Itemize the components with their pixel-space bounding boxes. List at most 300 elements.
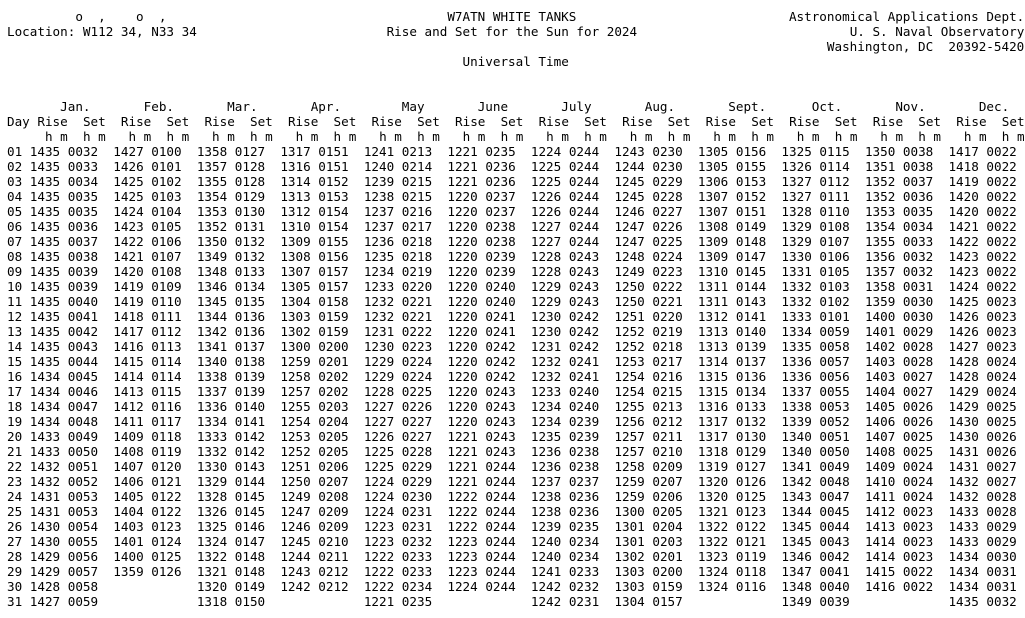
month-header: June bbox=[477, 99, 509, 114]
rise-set-cell: 1406 0026 bbox=[864, 414, 934, 429]
rise-set-cell: 1349 0039 bbox=[781, 594, 850, 609]
month-header: May bbox=[401, 99, 425, 114]
rise-set-cell: 1427 0100 bbox=[113, 144, 182, 159]
rise-set-cell: 1327 0112 bbox=[781, 174, 850, 189]
rise-set-cell: 1345 0044 bbox=[781, 519, 850, 534]
month-header: Sept. bbox=[728, 99, 767, 114]
rise-set-cell: 1234 0239 bbox=[530, 414, 600, 429]
rise-set-cell: 1220 0240 bbox=[447, 279, 516, 294]
rise-set-cell: 1420 0022 bbox=[948, 189, 1017, 204]
rise-set-cell: 1419 0110 bbox=[113, 294, 182, 309]
rise-set-cell: 1230 0223 bbox=[363, 339, 433, 354]
rise-set-cell: 1236 0238 bbox=[530, 459, 600, 474]
rise-set-cell: 1303 0159 bbox=[614, 579, 683, 594]
hour-minute-label: h m bbox=[82, 129, 106, 144]
rise-set-cell: 1220 0241 bbox=[447, 324, 516, 339]
set-column-header: Set bbox=[918, 114, 942, 129]
rise-set-cell: 1400 0125 bbox=[113, 549, 182, 564]
set-column-header: Set bbox=[333, 114, 357, 129]
rise-set-cell: 1234 0219 bbox=[363, 264, 433, 279]
rise-set-cell: 1435 0039 bbox=[29, 279, 99, 294]
day-number: 04 bbox=[7, 189, 23, 204]
rise-set-cell: 1423 0022 bbox=[948, 249, 1017, 264]
rise-set-cell: 1333 0142 bbox=[196, 429, 266, 444]
rise-set-cell: 1344 0136 bbox=[196, 309, 266, 324]
day-number: 07 bbox=[7, 234, 23, 249]
rise-set-cell: 1401 0029 bbox=[864, 324, 934, 339]
day-number: 11 bbox=[7, 294, 23, 309]
rise-column-header: Rise bbox=[371, 114, 402, 129]
rise-set-cell: 1304 0157 bbox=[614, 594, 683, 609]
day-number: 20 bbox=[7, 429, 23, 444]
set-column-header: Set bbox=[166, 114, 190, 129]
rise-set-cell: 1305 0156 bbox=[697, 144, 767, 159]
rise-set-cell: 1224 0229 bbox=[363, 474, 433, 489]
rise-set-cell: 1240 0234 bbox=[530, 534, 600, 549]
rise-set-cell: 1358 0127 bbox=[196, 144, 266, 159]
rise-set-cell: 1226 0244 bbox=[530, 189, 600, 204]
rise-set-cell: 1239 0215 bbox=[363, 174, 433, 189]
hour-minute-label: h m bbox=[500, 129, 524, 144]
rise-set-cell: 1338 0053 bbox=[781, 399, 850, 414]
rise-set-cell: 1425 0023 bbox=[948, 294, 1017, 309]
rise-set-cell: 1434 0047 bbox=[29, 399, 99, 414]
rise-set-cell: 1401 0124 bbox=[113, 534, 182, 549]
rise-set-cell: 1224 0230 bbox=[363, 489, 433, 504]
rise-set-cell: 1237 0216 bbox=[363, 204, 433, 219]
rise-set-cell: 1259 0201 bbox=[280, 354, 349, 369]
set-column-header: Set bbox=[751, 114, 774, 129]
rise-set-cell: 1336 0057 bbox=[781, 354, 850, 369]
rise-set-cell: 1352 0131 bbox=[196, 219, 266, 234]
coordinate-marks: o , o , bbox=[7, 9, 167, 24]
rise-set-cell: 1307 0151 bbox=[697, 204, 767, 219]
month-header: Aug. bbox=[644, 99, 676, 114]
rise-set-cell: 1432 0051 bbox=[29, 459, 99, 474]
rise-set-cell: 1432 0028 bbox=[948, 489, 1017, 504]
rise-set-cell: 1334 0141 bbox=[196, 414, 266, 429]
month-header: Mar. bbox=[227, 99, 258, 114]
rise-set-cell: 1304 0158 bbox=[280, 294, 349, 309]
hour-minute-label: h m bbox=[1001, 129, 1025, 144]
rise-set-cell: 1338 0139 bbox=[196, 369, 266, 384]
rise-set-cell: 1228 0243 bbox=[530, 249, 600, 264]
day-number: 22 bbox=[7, 459, 23, 474]
rise-set-cell: 1433 0029 bbox=[948, 534, 1017, 549]
rise-set-cell: 1431 0053 bbox=[29, 489, 99, 504]
month-header: Nov. bbox=[895, 99, 926, 114]
rise-set-cell: 1303 0200 bbox=[614, 564, 683, 579]
rise-set-cell: 1406 0121 bbox=[113, 474, 182, 489]
rise-set-cell: 1220 0242 bbox=[447, 339, 516, 354]
rise-set-cell: 1407 0120 bbox=[113, 459, 182, 474]
rise-set-cell: 1222 0233 bbox=[363, 549, 433, 564]
rise-set-cell: 1329 0107 bbox=[781, 234, 850, 249]
rise-set-cell: 1220 0243 bbox=[447, 414, 516, 429]
rise-set-cell: 1357 0128 bbox=[196, 159, 266, 174]
rise-set-cell: 1333 0101 bbox=[781, 309, 850, 324]
rise-set-cell: 1315 0136 bbox=[697, 369, 767, 384]
rise-set-cell: 1225 0244 bbox=[530, 159, 600, 174]
month-header: Feb. bbox=[143, 99, 175, 114]
rise-set-cell: 1435 0033 bbox=[29, 159, 99, 174]
rise-set-cell: 1229 0224 bbox=[363, 369, 433, 384]
rise-column-header: Rise bbox=[120, 114, 152, 129]
rise-set-cell: 1411 0117 bbox=[113, 414, 182, 429]
rise-set-cell: 1421 0107 bbox=[113, 249, 182, 264]
rise-set-cell: 1222 0234 bbox=[363, 579, 433, 594]
rise-set-cell: 1252 0219 bbox=[614, 324, 683, 339]
rise-set-cell: 1337 0139 bbox=[196, 384, 266, 399]
rise-set-cell: 1302 0201 bbox=[614, 549, 683, 564]
rise-set-cell: 1237 0237 bbox=[530, 474, 600, 489]
rise-set-cell: 1435 0036 bbox=[29, 219, 99, 234]
rise-set-cell: 1221 0235 bbox=[447, 144, 516, 159]
month-header: July bbox=[561, 99, 592, 114]
rise-set-cell: 1309 0155 bbox=[280, 234, 349, 249]
rise-set-cell: 1435 0044 bbox=[29, 354, 99, 369]
rise-set-cell: 1350 0132 bbox=[196, 234, 266, 249]
rise-set-cell: 1357 0032 bbox=[864, 264, 934, 279]
rise-set-cell: 1244 0230 bbox=[614, 159, 683, 174]
rise-set-cell: 1313 0153 bbox=[280, 189, 349, 204]
set-column-header: Set bbox=[82, 114, 106, 129]
rise-set-cell: 1308 0156 bbox=[280, 249, 349, 264]
rise-set-cell: 1313 0139 bbox=[697, 339, 767, 354]
observatory-name: U. S. Naval Observatory bbox=[849, 24, 1025, 39]
rise-set-cell: 1227 0244 bbox=[530, 219, 600, 234]
rise-set-cell: 1319 0127 bbox=[697, 459, 767, 474]
rise-set-cell: 1428 0058 bbox=[29, 579, 99, 594]
hour-minute-label: h m bbox=[250, 129, 273, 144]
hour-minute-label: h m bbox=[751, 129, 774, 144]
rise-set-cell: 1345 0135 bbox=[196, 294, 266, 309]
rise-set-cell: 1405 0026 bbox=[864, 399, 934, 414]
hour-minute-label: h m bbox=[333, 129, 357, 144]
rise-set-cell: 1242 0232 bbox=[530, 579, 600, 594]
rise-set-cell: 1351 0038 bbox=[864, 159, 934, 174]
rise-set-cell: 1239 0235 bbox=[530, 519, 600, 534]
rise-set-cell: 1332 0142 bbox=[196, 444, 266, 459]
rise-set-cell: 1433 0029 bbox=[948, 519, 1017, 534]
rise-set-cell: 1246 0209 bbox=[280, 519, 349, 534]
day-number: 21 bbox=[7, 444, 23, 459]
rise-set-cell: 1252 0205 bbox=[280, 444, 349, 459]
rise-set-cell: 1220 0237 bbox=[447, 189, 516, 204]
rise-set-cell: 1257 0210 bbox=[614, 444, 683, 459]
rise-set-cell: 1336 0056 bbox=[781, 369, 850, 384]
rise-set-cell: 1435 0041 bbox=[29, 309, 99, 324]
rise-set-cell: 1255 0203 bbox=[280, 399, 349, 414]
rise-set-cell: 1337 0055 bbox=[781, 384, 850, 399]
rise-set-cell: 1335 0058 bbox=[781, 339, 850, 354]
rise-set-cell: 1343 0047 bbox=[781, 489, 850, 504]
rise-set-cell: 1432 0052 bbox=[29, 474, 99, 489]
rise-set-cell: 1430 0026 bbox=[948, 429, 1017, 444]
rise-set-cell: 1221 0244 bbox=[447, 459, 516, 474]
rise-set-cell: 1346 0134 bbox=[196, 279, 266, 294]
rise-set-cell: 1429 0056 bbox=[29, 549, 99, 564]
rise-set-cell: 1317 0130 bbox=[697, 429, 767, 444]
rise-set-cell: 1315 0134 bbox=[697, 384, 767, 399]
month-header: Dec. bbox=[978, 99, 1010, 114]
rise-set-cell: 1428 0024 bbox=[948, 369, 1017, 384]
set-column-header: Set bbox=[834, 114, 858, 129]
rise-set-cell: 1409 0118 bbox=[113, 429, 182, 444]
rise-set-cell: 1254 0216 bbox=[614, 369, 683, 384]
rise-column-header: Rise bbox=[622, 114, 653, 129]
rise-set-cell: 1259 0206 bbox=[614, 489, 683, 504]
rise-set-cell: 1346 0042 bbox=[781, 549, 850, 564]
rise-set-cell: 1434 0030 bbox=[948, 549, 1017, 564]
rise-set-cell: 1324 0118 bbox=[697, 564, 767, 579]
rise-set-cell: 1435 0043 bbox=[29, 339, 99, 354]
rise-set-cell: 1403 0123 bbox=[113, 519, 182, 534]
rise-set-cell: 1400 0030 bbox=[864, 309, 934, 324]
rise-set-cell: 1323 0119 bbox=[697, 549, 767, 564]
month-header: Jan. bbox=[60, 99, 91, 114]
rise-set-cell: 1433 0049 bbox=[29, 429, 99, 444]
rise-set-cell: 1242 0212 bbox=[280, 579, 349, 594]
rise-set-cell: 1250 0222 bbox=[614, 279, 683, 294]
rise-set-cell: 1258 0202 bbox=[280, 369, 349, 384]
rise-set-cell: 1238 0236 bbox=[530, 489, 600, 504]
rise-set-cell: 1428 0024 bbox=[948, 354, 1017, 369]
hour-minute-label: h m bbox=[796, 129, 820, 144]
rise-set-cell: 1226 0227 bbox=[363, 429, 433, 444]
rise-set-cell: 1425 0103 bbox=[113, 189, 182, 204]
day-number: 25 bbox=[7, 504, 23, 519]
rise-set-cell: 1423 0022 bbox=[948, 264, 1017, 279]
rise-set-cell: 1231 0242 bbox=[530, 339, 600, 354]
day-number: 10 bbox=[7, 279, 23, 294]
rise-set-cell: 1228 0225 bbox=[363, 384, 433, 399]
rise-set-cell: 1340 0050 bbox=[781, 444, 850, 459]
rise-set-cell: 1230 0242 bbox=[530, 324, 600, 339]
rise-set-cell: 1414 0023 bbox=[864, 549, 934, 564]
rise-set-cell: 1435 0040 bbox=[29, 294, 99, 309]
hour-minute-label: h m bbox=[546, 129, 569, 144]
rise-set-cell: 1434 0045 bbox=[29, 369, 99, 384]
rise-set-cell: 1418 0111 bbox=[113, 309, 182, 324]
rise-set-cell: 1246 0227 bbox=[614, 204, 683, 219]
rise-set-cell: 1353 0035 bbox=[864, 204, 934, 219]
rise-set-cell: 1220 0238 bbox=[447, 234, 516, 249]
rise-set-cell: 1245 0210 bbox=[280, 534, 349, 549]
rise-set-cell: 1305 0157 bbox=[280, 279, 349, 294]
rise-set-cell: 1316 0151 bbox=[280, 159, 349, 174]
rise-set-cell: 1424 0022 bbox=[948, 279, 1017, 294]
rise-set-cell: 1328 0145 bbox=[196, 489, 266, 504]
rise-set-cell: 1325 0146 bbox=[196, 519, 266, 534]
rise-set-cell: 1349 0132 bbox=[196, 249, 266, 264]
rise-set-cell: 1326 0114 bbox=[781, 159, 850, 174]
rise-set-cell: 1418 0022 bbox=[948, 159, 1017, 174]
rise-set-cell: 1221 0236 bbox=[447, 159, 516, 174]
rise-set-cell: 1223 0232 bbox=[363, 534, 433, 549]
rise-set-cell: 1326 0145 bbox=[196, 504, 266, 519]
rise-set-cell: 1355 0128 bbox=[196, 174, 266, 189]
rise-set-cell: 1359 0126 bbox=[113, 564, 182, 579]
rise-set-cell: 1232 0241 bbox=[530, 369, 600, 384]
rise-set-cell: 1334 0059 bbox=[781, 324, 850, 339]
rise-set-cell: 1435 0042 bbox=[29, 324, 99, 339]
rise-set-cell: 1322 0122 bbox=[697, 519, 767, 534]
rise-set-cell: 1435 0037 bbox=[29, 234, 99, 249]
rise-set-cell: 1342 0136 bbox=[196, 324, 266, 339]
rise-set-cell: 1229 0224 bbox=[363, 354, 433, 369]
rise-set-cell: 1232 0241 bbox=[530, 354, 600, 369]
rise-set-cell: 1352 0037 bbox=[864, 174, 934, 189]
rise-set-cell: 1232 0221 bbox=[363, 294, 433, 309]
rise-set-cell: 1424 0104 bbox=[113, 204, 182, 219]
rise-set-cell: 1419 0022 bbox=[948, 174, 1017, 189]
set-column-header: Set bbox=[500, 114, 524, 129]
rise-set-cell: 1329 0108 bbox=[781, 219, 850, 234]
rise-set-cell: 1321 0148 bbox=[196, 564, 266, 579]
day-number: 13 bbox=[7, 324, 23, 339]
rise-set-cell: 1220 0243 bbox=[447, 384, 516, 399]
rise-set-cell: 1320 0125 bbox=[697, 489, 767, 504]
rise-set-cell: 1307 0157 bbox=[280, 264, 349, 279]
rise-column-header: Rise bbox=[956, 114, 987, 129]
month-header: Oct. bbox=[811, 99, 843, 114]
rise-set-cell: 1429 0025 bbox=[948, 399, 1017, 414]
rise-column-header: Rise bbox=[204, 114, 235, 129]
rise-set-cell: 1252 0218 bbox=[614, 339, 683, 354]
rise-set-cell: 1417 0112 bbox=[113, 324, 182, 339]
set-column-header: Set bbox=[417, 114, 440, 129]
rise-set-cell: 1221 0236 bbox=[447, 174, 516, 189]
rise-set-cell: 1310 0145 bbox=[697, 264, 767, 279]
rise-set-cell: 1435 0039 bbox=[29, 264, 99, 279]
rise-column-header: Rise bbox=[538, 114, 569, 129]
hour-minute-label: h m bbox=[880, 129, 904, 144]
rise-set-cell: 1228 0243 bbox=[530, 264, 600, 279]
rise-set-cell: 1256 0212 bbox=[614, 414, 683, 429]
rise-set-cell: 1243 0230 bbox=[614, 144, 683, 159]
rise-set-cell: 1251 0220 bbox=[614, 309, 683, 324]
rise-set-cell: 1426 0101 bbox=[113, 159, 182, 174]
rise-set-cell: 1322 0148 bbox=[196, 549, 266, 564]
rise-set-cell: 1434 0048 bbox=[29, 414, 99, 429]
rise-set-cell: 1308 0149 bbox=[697, 219, 767, 234]
rise-set-cell: 1317 0132 bbox=[697, 414, 767, 429]
month-header: Apr. bbox=[310, 99, 342, 114]
rise-set-cell: 1348 0040 bbox=[781, 579, 850, 594]
rise-set-cell: 1431 0026 bbox=[948, 444, 1017, 459]
rise-column-header: Rise bbox=[455, 114, 486, 129]
rise-set-cell: 1405 0122 bbox=[113, 489, 182, 504]
rise-set-cell: 1353 0130 bbox=[196, 204, 266, 219]
day-number: 08 bbox=[7, 249, 23, 264]
set-column-header: Set bbox=[250, 114, 273, 129]
rise-set-cell: 1325 0115 bbox=[781, 144, 850, 159]
day-number: 01 bbox=[7, 144, 23, 159]
rise-set-cell: 1435 0032 bbox=[948, 594, 1017, 609]
day-number: 02 bbox=[7, 159, 23, 174]
rise-set-cell: 1404 0027 bbox=[864, 384, 934, 399]
rise-set-cell: 1427 0023 bbox=[948, 339, 1017, 354]
rise-set-cell: 1355 0033 bbox=[864, 234, 934, 249]
rise-set-cell: 1413 0115 bbox=[113, 384, 182, 399]
rise-set-cell: 1227 0227 bbox=[363, 414, 433, 429]
day-number: 17 bbox=[7, 384, 23, 399]
rise-set-cell: 1303 0159 bbox=[280, 309, 349, 324]
rise-set-cell: 1410 0024 bbox=[864, 474, 934, 489]
rise-set-cell: 1344 0045 bbox=[781, 504, 850, 519]
hour-minute-label: h m bbox=[417, 129, 440, 144]
rise-set-cell: 1435 0035 bbox=[29, 189, 99, 204]
rise-set-cell: 1412 0023 bbox=[864, 504, 934, 519]
set-column-header: Set bbox=[584, 114, 607, 129]
rise-set-cell: 1407 0025 bbox=[864, 429, 934, 444]
rise-set-cell: 1247 0225 bbox=[614, 234, 683, 249]
rise-set-cell: 1404 0122 bbox=[113, 504, 182, 519]
day-number: 05 bbox=[7, 204, 23, 219]
rise-set-cell: 1329 0144 bbox=[196, 474, 266, 489]
day-number: 16 bbox=[7, 369, 23, 384]
rise-set-cell: 1313 0140 bbox=[697, 324, 767, 339]
rise-set-cell: 1254 0215 bbox=[614, 384, 683, 399]
rise-set-cell: 1312 0141 bbox=[697, 309, 767, 324]
rise-column-header: Rise bbox=[287, 114, 319, 129]
rise-set-cell: 1359 0030 bbox=[864, 294, 934, 309]
rise-set-cell: 1223 0244 bbox=[447, 564, 516, 579]
rise-set-cell: 1413 0023 bbox=[864, 519, 934, 534]
rise-set-cell: 1320 0149 bbox=[196, 579, 266, 594]
rise-set-cell: 1257 0202 bbox=[280, 384, 349, 399]
rise-set-cell: 1237 0217 bbox=[363, 219, 433, 234]
rise-set-cell: 1435 0032 bbox=[29, 144, 99, 159]
hour-minute-label: h m bbox=[128, 129, 152, 144]
rise-set-cell: 1318 0150 bbox=[196, 594, 266, 609]
rise-set-cell: 1227 0226 bbox=[363, 399, 433, 414]
rise-set-cell: 1300 0200 bbox=[280, 339, 349, 354]
rise-set-cell: 1435 0034 bbox=[29, 174, 99, 189]
rise-set-cell: 1341 0049 bbox=[781, 459, 850, 474]
rise-set-cell: 1350 0038 bbox=[864, 144, 934, 159]
rise-set-cell: 1234 0240 bbox=[530, 399, 600, 414]
rise-set-cell: 1250 0221 bbox=[614, 294, 683, 309]
rise-set-cell: 1226 0244 bbox=[530, 204, 600, 219]
day-number: 23 bbox=[7, 474, 23, 489]
rise-set-cell: 1222 0244 bbox=[447, 504, 516, 519]
rise-set-cell: 1415 0114 bbox=[113, 354, 182, 369]
rise-set-cell: 1430 0055 bbox=[29, 534, 99, 549]
rise-column-header: Rise bbox=[705, 114, 736, 129]
rise-set-cell: 1328 0110 bbox=[781, 204, 850, 219]
rise-set-cell: 1225 0229 bbox=[363, 459, 433, 474]
rise-set-cell: 1430 0025 bbox=[948, 414, 1017, 429]
rise-set-cell: 1307 0152 bbox=[697, 189, 767, 204]
rise-set-cell: 1409 0024 bbox=[864, 459, 934, 474]
rise-set-cell: 1242 0231 bbox=[530, 594, 600, 609]
rise-set-cell: 1243 0212 bbox=[280, 564, 349, 579]
rise-set-cell: 1433 0050 bbox=[29, 444, 99, 459]
hour-minute-label: h m bbox=[713, 129, 736, 144]
day-number: 12 bbox=[7, 309, 23, 324]
rise-set-cell: 1220 0239 bbox=[447, 264, 516, 279]
day-number: 24 bbox=[7, 489, 23, 504]
rise-set-cell: 1322 0121 bbox=[697, 534, 767, 549]
rise-set-cell: 1221 0235 bbox=[363, 594, 433, 609]
rise-set-cell: 1429 0024 bbox=[948, 384, 1017, 399]
time-zone-label: Universal Time bbox=[462, 54, 569, 69]
rise-set-cell: 1352 0036 bbox=[864, 189, 934, 204]
rise-set-cell: 1249 0223 bbox=[614, 264, 683, 279]
rise-set-cell: 1347 0041 bbox=[781, 564, 850, 579]
